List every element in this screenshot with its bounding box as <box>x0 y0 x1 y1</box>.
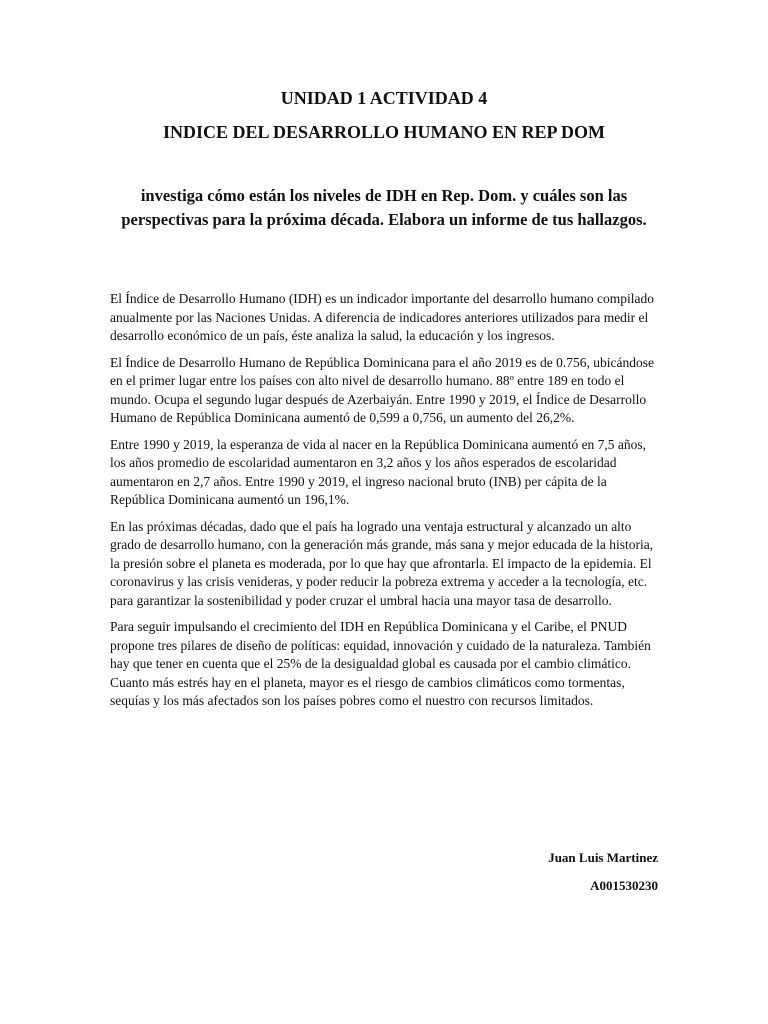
paragraph-intro: El Índice de Desarrollo Humano (IDH) es un indicador importante del desarrollo humano compilado anualmente por las Naciones Unidas. A diferencia de indicadores anteriores utilizados para medir el desarrollo económico de un país, éste analiza la salud, la educación y los ingresos. <box>110 291 654 343</box>
paragraph-idh-2019: El Índice de Desarrollo Humano de República Dominicana para el año 2019 es de 0.756, ubicándose en el primer lugar entre los países con alto nivel de desarrollo humano. 88º entre 189 en todo el mundo. Ocupa el segundo lugar después de Azerbaiyán. Entre 1990 y 2019, el Índice de Desarrollo Humano de República Dominicana aumentó de 0,599 a 0,756, un aumento del 26,2%. <box>110 354 654 425</box>
assignment-prompt: investiga cómo están los niveles de IDH en Rep. Dom. y cuáles son las perspectivas para la próxima década. Elabora un informe de tus hallazgos. <box>121 186 647 229</box>
author-name: Juan Luis Martinez <box>548 850 658 865</box>
paragraph-pnud: Para seguir impulsando el crecimiento del IDH en República Dominicana y el Caribe, el PNUD propone tres pilares de diseño de políticas: equidad, innovación y cuidado de la naturaleza. También hay que tener en cuenta que el 25% de la desigualdad global es causada por el cambio climático. Cuanto más estrés hay en el planeta, mayor es el riesgo de cambios climáticos como tormentas, sequías y los más afectados son los países pobres como el nuestro con recursos limitados. <box>110 619 651 708</box>
document-subtitle: INDICE DEL DESARROLLO HUMANO EN REP DOM <box>162 122 606 142</box>
student-id: A001530230 <box>590 878 658 893</box>
paragraph-indicators: Entre 1990 y 2019, la esperanza de vida al nacer en la República Dominicana aumentó en 7,5 años, los años promedio de escolaridad aumentaron en 3,2 años y los años esperados de escolaridad aumentaron en 2,7 años. Entre 1990 y 2019, el ingreso nacional bruto (INB) per cápita de la República Dominicana aumentó un 196,1%. <box>110 436 647 507</box>
paragraph-perspectives: En las próximas décadas, dado que el país ha logrado una ventaja estructural y alcanzado un alto grado de desarrollo humano, con la generación más grande, más sana y mejor educada de la historia, la presión sobre el planeta es moderada, por lo que hay que afrontarla. El impacto de la epidemia. El coronavirus y las crisis venideras, y poder reducir la pobreza extrema y acceder a la tecnología, etc. para garantizar la sostenibilidad y poder cruzar el umbral hacia una mayor tasa de desarrollo. <box>110 518 654 608</box>
report-body <box>110 290 658 719</box>
document-title: UNIDAD 1 ACTIVIDAD 4 <box>280 88 488 108</box>
